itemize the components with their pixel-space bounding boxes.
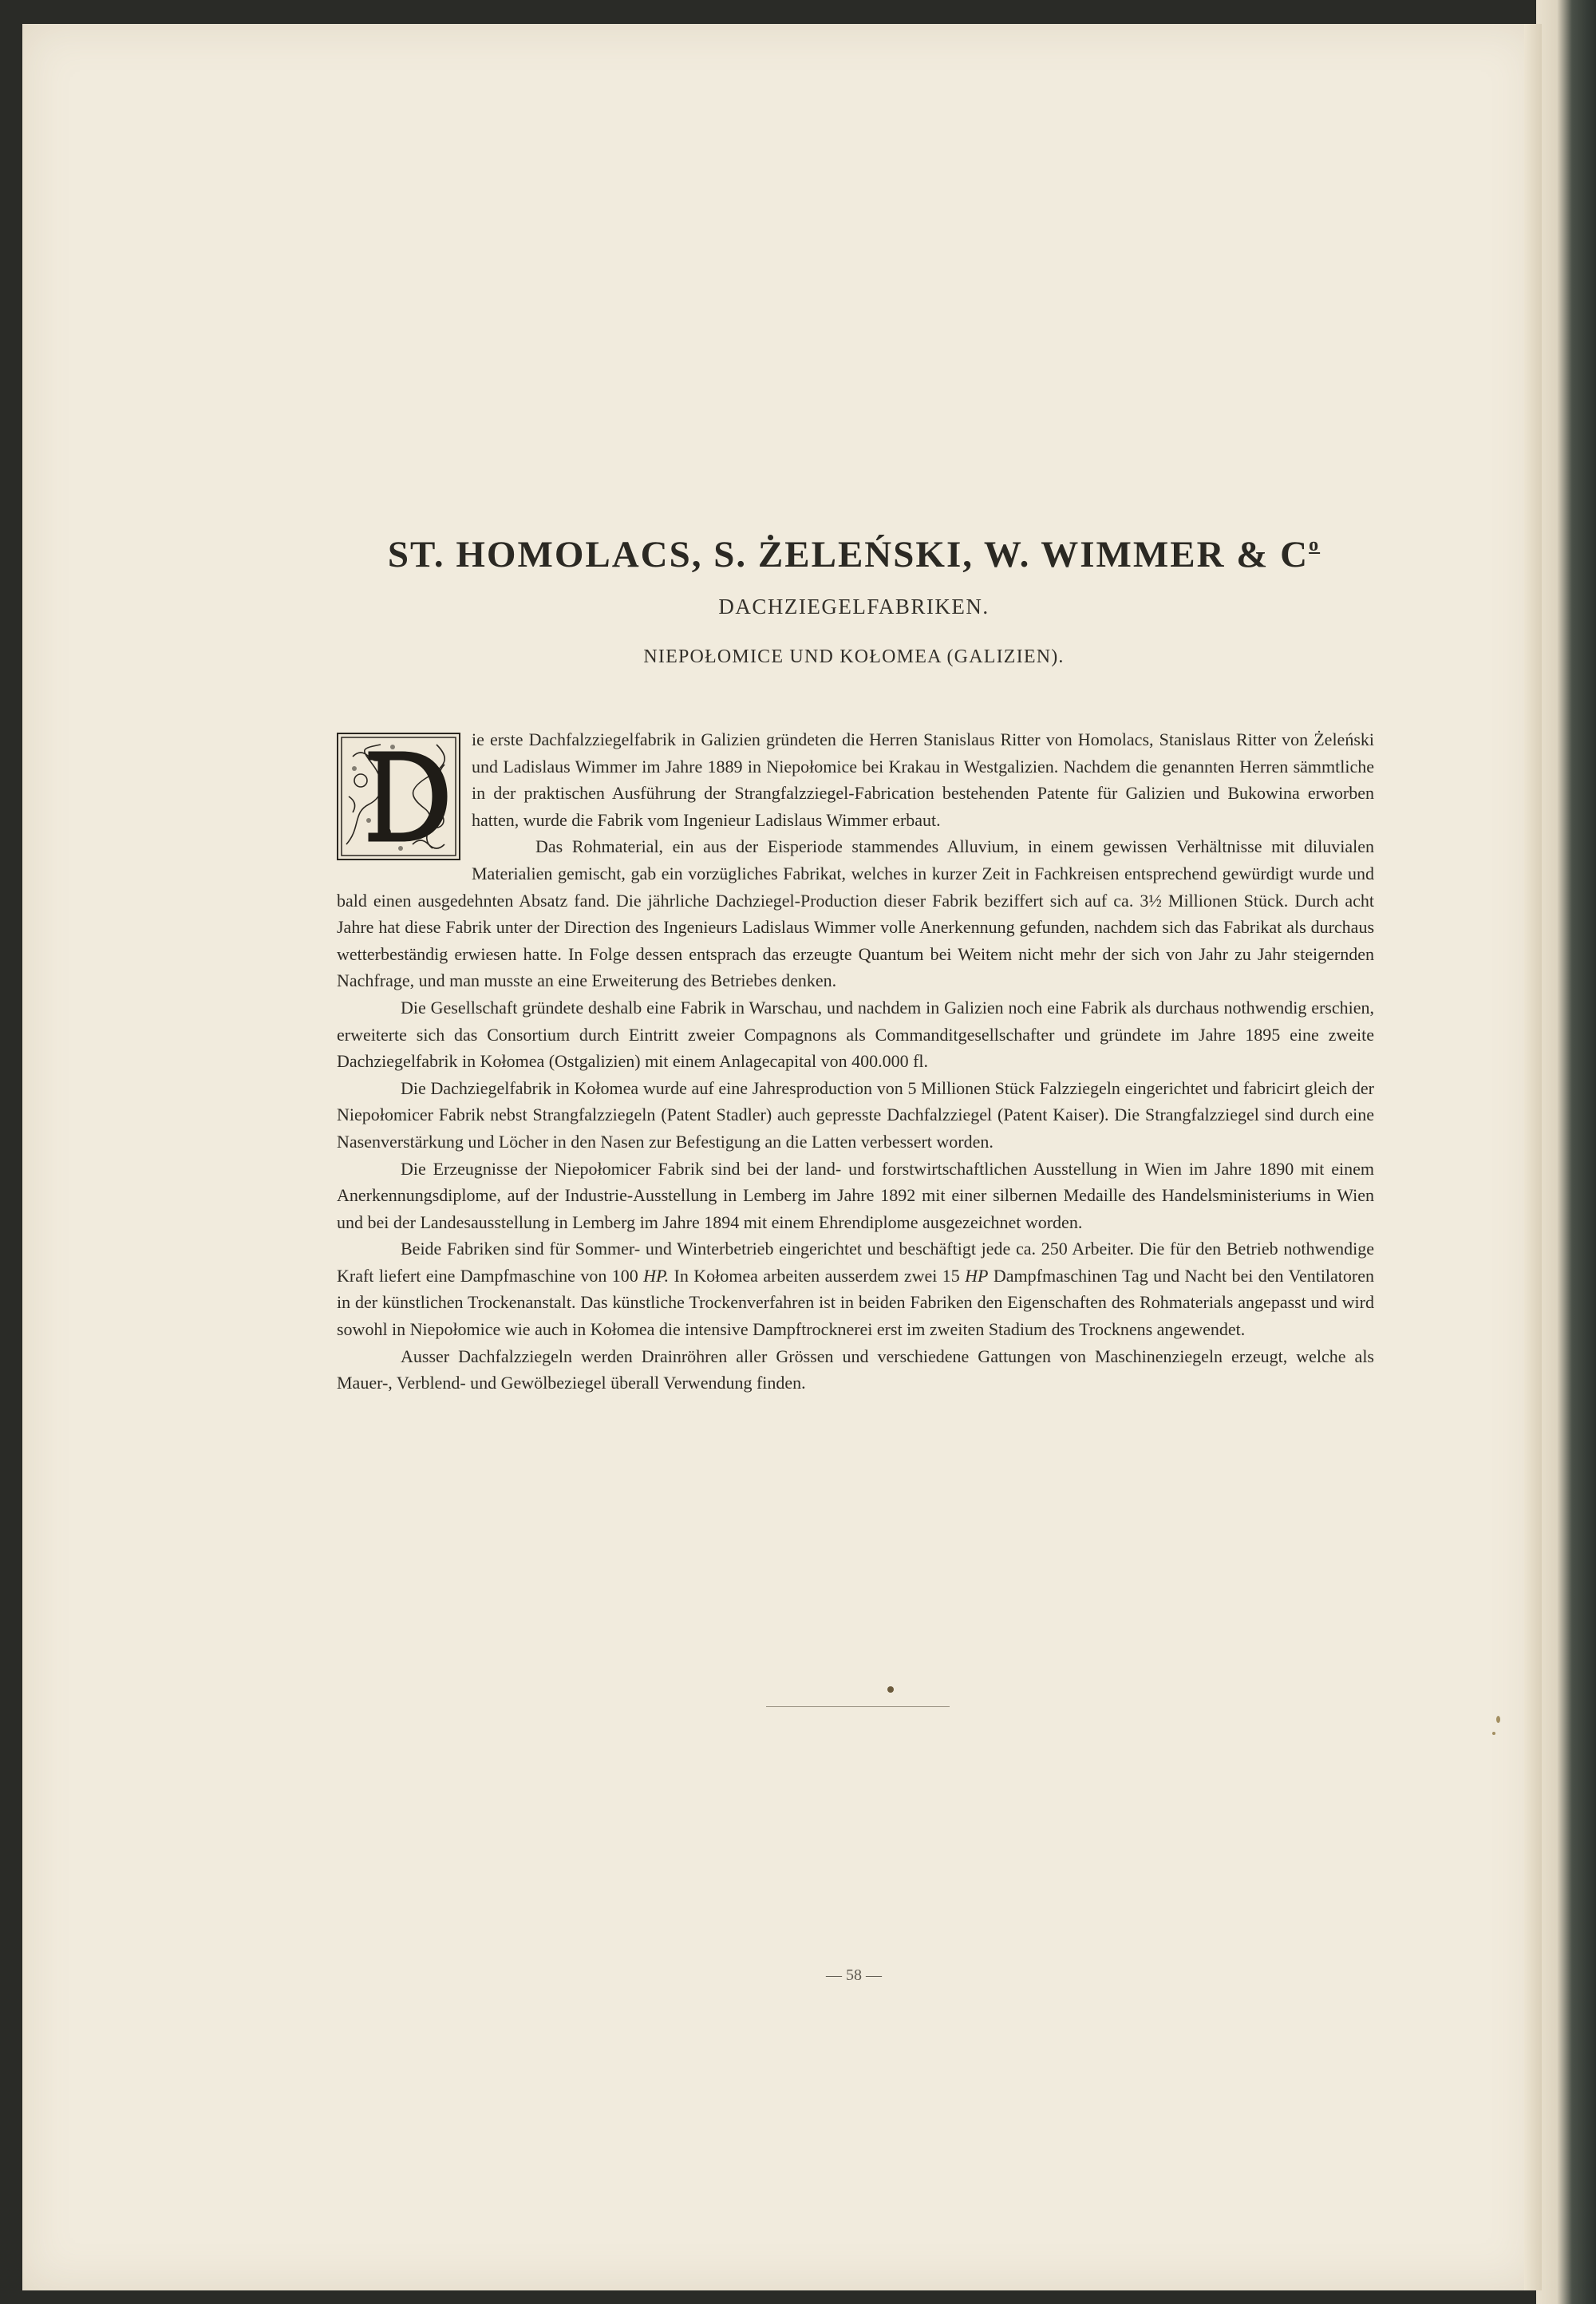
- page-title: [0, 533, 1596, 576]
- paragraph-2: Das Rohmaterial, ein aus der Eisperiode stammendes Alluvium, in einem gewissen Verhältnisse mit diluvialen Materialien gemischt, gab ein vorzügliches Fabrikat, welches in kurzer Zeit in Fachkreisen entsprechend gewürdigt wurde und bald einen ausgedehnten Absatz fand. Die jährliche Dachziegel-Production dieser Fabrik beziffert sich auf ca. 3½ Millionen Stück. Durch acht Jahre hat diese Fabrik unter der Direction des Ingenieurs Ladislaus Wimmer volle Anerkennung gefunden, nachdem sich das Fabrikat als durchaus wetterbeständig erwiesen hatte. In Folge dessen entsprach das erzeugte Quantum bei Weitem nicht mehr der sich von Jahr zu Jahr steigernden Nachfrage, und man musste an eine Erweiterung des Betriebes denken.: [337, 836, 1374, 991]
- page-gutter-edge: [1524, 24, 1542, 2290]
- paragraph-7: Ausser Dachfalzziegeln werden Drainröhren aller Grössen und verschiedene Gattungen von Maschinenziegeln erzeugt, welche als Mauer-, Verblend- und Gewölbeziegel überall Verwendung finden.: [337, 1346, 1374, 1393]
- paragraph-3: Die Gesellschaft gründete deshalb eine Fabrik in Warschau, und nachdem in Galizien noch eine Fabrik als durchaus nothwendig erschien, erweiterte sich das Consortium durch Eintritt zweier Compagnons als Commanditgesellschafter und gründete im Jahre 1895 eine zweite Dachziegelfabrik in Kołomea (Ostgalizien) mit einem Anlagecapital von 400.000 fl.: [337, 997, 1374, 1072]
- paragraph-6: [337, 1235, 1374, 1342]
- paper-speck: [1496, 1716, 1500, 1723]
- paragraph-6-part-c: Dampfmaschinen Tag und Nacht bei den Ventilatoren in der künstlichen Trockenanstalt. Das künstliche Trockenverfahren ist in beiden Fabriken den Eigenschaften des Rohmaterials angepasst und wird sowohl in Niepołomice wie auch in Kołomea die intensive Dampftrocknerei erst im zweiten Stadium des Trocknens angewendet.: [337, 1265, 1375, 1340]
- paragraph-5: Die Erzeugnisse der Niepołomicer Fabrik sind bei der land- und forstwirtschaftlichen Ausstellung in Wien im Jahre 1890 mit einem Anerkennungsdiplome, auf der Industrie-Ausstellung in Lemberg im Jahre 1892 mit einer silbernen Medaille des Handelsministeriums in Wien und bei der Landesausstellung in Lemberg im Jahre 1894 mit einem Ehrendiplome ausgezeichnet worden.: [337, 1158, 1374, 1232]
- location-line: NIEPOŁOMICE UND KOŁOMEA (GALIZIEN).: [643, 646, 1065, 667]
- paper-speck: [1492, 1732, 1495, 1735]
- horsepower-abbrev: HP: [965, 1265, 989, 1286]
- paragraph-6-part-b: In Kołomea arbeiten ausserdem zwei 15: [669, 1265, 966, 1286]
- paragraph-1: ie erste Dachfalzziegelfabrik in Galizien gründeten die Herren Stanislaus Ritter von Homolacs, Stanislaus Ritter von Żeleński und Ladislaus Wimmer im Jahre 1889 in Niepołomice bei Krakau in Westgalizien. Nachdem die genannten Herren sämmtliche in der praktischen Ausführung der Strangfalzziegel-Fabrication bestehenden Patente für Galizien und Bukowina erworben hatten, wurde die Fabrik vom Ingenieur Ladislaus Wimmer erbaut.: [472, 729, 1374, 830]
- firm-name-suffix: o: [1309, 535, 1321, 555]
- page-number: — 58 —: [826, 1966, 882, 1984]
- paragraph-4: Die Dachziegelfabrik in Kołomea wurde auf eine Jahresproduction von 5 Millionen Stück Falzziegeln eingerichtet und fabricirt gleich der Niepołomicer Fabrik nebst Strangfalzziegeln (Patent Stadler) auch gepresste Dachfalzziegel (Patent Kaiser). Die Strangfalzziegel sind durch eine Nasenverstärkung und Löcher in den Nasen zur Befestigung an die Latten verbessert worden.: [337, 1077, 1374, 1152]
- ornamental-initial-d-icon: [337, 733, 460, 860]
- horsepower-abbrev: HP.: [643, 1265, 670, 1286]
- book-spine: [1536, 0, 1596, 2304]
- firm-name: ST. HOMOLACS, S. ŻELEŃSKI, W. WIMMER & C: [387, 534, 1310, 575]
- section-divider: [766, 1706, 950, 1707]
- ornament-dot-icon: [887, 1686, 894, 1693]
- article-body: [337, 726, 1374, 1397]
- paragraph-6-part-a: Beide Fabriken sind für Sommer- und Winterbetrieb eingerichtet und beschäftigt jede ca. 250 Arbeiter. Die für den Betrieb nothwendige Kraft liefert eine Dampfmaschine von 100: [337, 1239, 1374, 1286]
- subtitle: DACHZIEGELFABRIKEN.: [718, 595, 990, 618]
